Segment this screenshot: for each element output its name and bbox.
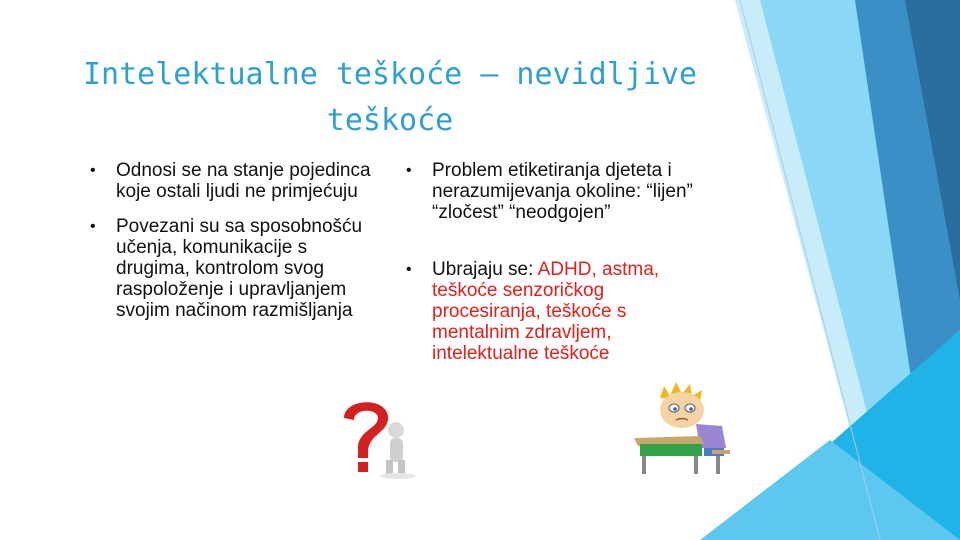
question-mark-figure-image — [318, 392, 430, 480]
child-at-desk-image — [630, 378, 736, 480]
bullet-marker: • — [406, 261, 412, 278]
left-bullet-text: Povezani su sa sposobnošću učenja, komunikacije s drugima, kontrolom svog raspoloženje i upravljanjem svojim načinom razmišljanja — [116, 216, 363, 321]
right-bullet-list — [406, 160, 706, 364]
bullet-marker: • — [406, 162, 412, 179]
left-bullet-text: Odnosi se na stanje pojedinca koje ostali ljudi ne primjećuju — [116, 160, 371, 202]
right-bullet-prefix: Ubrajaju se: — [432, 259, 538, 280]
left-bullet-item — [90, 160, 380, 202]
left-bullet-list — [90, 160, 380, 321]
right-bullet-item — [406, 259, 706, 364]
bullet-marker: • — [90, 218, 96, 235]
bullet-marker: • — [90, 162, 96, 179]
left-bullet-item — [90, 216, 380, 321]
right-bullet-item — [406, 160, 706, 223]
slide-title: Intelektualne teškoće – nevidljive teškoće — [82, 57, 698, 138]
right-bullet-text: Problem etiketiranja djeteta i nerazumijevanja okoline: “lijen” “zločest” “neodgojen” — [432, 160, 693, 223]
right-bullet-highlight: ADHD, astma, teškoće senzoričkog procesiranja, teškoće s mentalnim zdravljem, intelektualne teškoće — [432, 259, 660, 364]
